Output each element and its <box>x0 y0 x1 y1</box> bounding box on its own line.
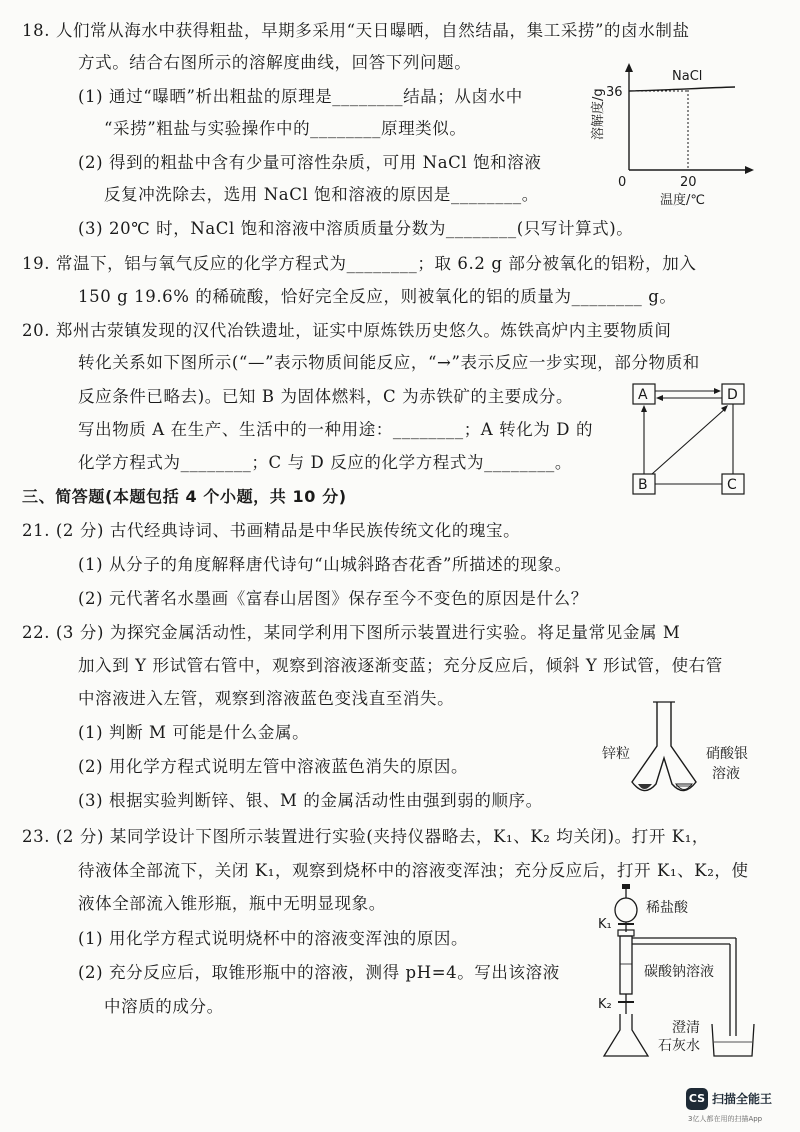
q18-part-1: (1) 通过“曝晒”析出粗盐的原理是________结晶；从卤水中 <box>78 87 523 106</box>
q18-part-2: (2) 得到的粗盐中含有少量可溶性杂质，可用 NaCl 饱和溶液 <box>78 153 542 172</box>
q21-part-1: (1) 从分子的角度解释唐代诗句“山城斜路杏花香”所描述的现象。 <box>78 555 572 574</box>
silver-nitrate-label-1: 硝酸银 <box>706 746 748 762</box>
k1-label: K₁ <box>598 917 612 932</box>
carbonate-tube <box>620 936 632 994</box>
carbonate-label: 碳酸钠溶液 <box>644 964 714 980</box>
q18-part-1-cont: “采捞”粗盐与实验操作中的________原理类似。 <box>104 119 467 138</box>
conical-flask <box>604 1014 648 1056</box>
q22-part-3: (3) 根据实验判断锌、银、M 的金属活动性由强到弱的顺序。 <box>78 791 543 810</box>
q23-line-3: 液体全部流入锥形瓶，瓶中无明显现象。 <box>78 894 386 913</box>
y-axis-arrow <box>625 63 633 72</box>
q22-line-1: 22. (3 分) 为探究金属活动性，某同学利用下图所示装置进行实验。将足量常见金属 M <box>22 623 681 642</box>
hcl-label: 稀盐酸 <box>646 900 688 916</box>
node-b: B <box>638 477 648 493</box>
y-tube-figure <box>600 698 772 802</box>
q18-line-2: 方式。结合右图所示的溶解度曲线，回答下列问题。 <box>78 53 472 72</box>
camscanner-watermark <box>686 1084 786 1126</box>
y-axis-label: 溶解度/g <box>591 88 606 140</box>
q19-line-1: 19. 常温下，铝与氧气反应的化学方程式为________；取 6.2 g 部分被氧化的铝粉，加入 <box>22 254 697 273</box>
x-tick-label: 20 <box>680 175 697 190</box>
q20-line-1: 20. 郑州古荥镇发现的汉代冶铁遗址，证实中原炼铁历史悠久。炼铁高炉内主要物质间 <box>22 321 672 340</box>
node-c: C <box>727 477 737 493</box>
zinc-granules <box>638 784 652 789</box>
q21-line-1: 21. (2 分) 古代经典诗词、书画精品是中华民族传统文化的瑰宝。 <box>22 521 521 540</box>
q22-part-1: (1) 判断 M 可能是什么金属。 <box>78 723 310 742</box>
x-axis-label: 温度/℃ <box>660 193 705 208</box>
limewater-label-2: 石灰水 <box>658 1038 700 1054</box>
apparatus-figure <box>596 884 762 1062</box>
q18-part-3: (3) 20℃ 时，NaCl 饱和溶液中溶质质量分数为________(只写计算式)。 <box>78 219 634 238</box>
y-tick-label: 36 <box>606 85 623 100</box>
beaker <box>712 1024 754 1056</box>
q20-line-4: 写出物质 A 在生产、生活中的一种用途：________；A 转化为 D 的 <box>78 420 594 439</box>
x-axis-arrow <box>745 166 754 174</box>
zinc-label: 锌粒 <box>602 746 630 762</box>
q22-line-3: 中溶液进入左管，观察到溶液蓝色变浅直至消失。 <box>78 689 455 708</box>
q22-line-2: 加入到 Y 形试管右管中，观察到溶液逐渐变蓝；充分反应后，倾斜 Y 形试管，使右管 <box>78 656 723 675</box>
substance-relation-figure <box>628 380 752 498</box>
silver-nitrate-label-2: 溶液 <box>712 766 740 782</box>
q23-part-2: (2) 充分反应后，取锥形瓶中的溶液，测得 pH=4。写出该溶液 <box>78 963 560 982</box>
dropping-funnel <box>615 898 637 922</box>
q20-line-2: 转化关系如下图所示(“—”表示物质间能反应，“→”表示反应一步实现，部分物质和 <box>78 353 700 372</box>
section-3-heading: 三、简答题(本题包括 4 个小题，共 10 分) <box>22 487 347 506</box>
q21-part-2: (2) 元代著名水墨画《富春山居图》保存至今不变色的原因是什么？ <box>78 589 588 608</box>
q23-line-1: 23. (2 分) 某同学设计下图所示装置进行实验(夹持仪器略去，K₁、K₂ 均关闭)。打开 K₁， <box>22 827 710 846</box>
q22-part-2: (2) 用化学方程式说明左管中溶液蓝色消失的原因。 <box>78 757 469 776</box>
curve-label: NaCl <box>672 69 703 84</box>
q23-part-2-cont: 中溶质的成分。 <box>104 997 224 1016</box>
arrow-b-to-d <box>652 408 726 474</box>
q23-part-1: (1) 用化学方程式说明烧杯中的溶液变浑浊的原因。 <box>78 929 469 948</box>
q20-line-5: 化学方程式为________；C 与 D 反应的化学方程式为________。 <box>78 453 572 472</box>
origin-label: 0 <box>618 175 627 190</box>
q18-part-2-cont: 反复冲洗除去，选用 NaCl 饱和溶液的原因是________。 <box>104 185 539 204</box>
k2-label: K₂ <box>598 997 612 1012</box>
node-d: D <box>727 387 738 403</box>
camscanner-slogan: 3亿人都在用的扫描App <box>688 1115 763 1123</box>
node-a: A <box>638 387 648 403</box>
limewater-label-1: 澄清 <box>672 1020 700 1036</box>
nacl-solubility-curve <box>629 87 735 91</box>
q18-line-1: 18. 人们常从海水中获得粗盐，早期多采用“天日曝晒，自然结晶，集工采捞”的卤水制盐 <box>22 21 690 40</box>
q23-line-2: 待液体全部流下，关闭 K₁，观察到烧杯中的溶液变浑浊；充分反应后，打开 K₁、K₂，使 <box>78 861 749 880</box>
y-tube-outline <box>632 702 696 791</box>
camscanner-name: 扫描全能王 <box>712 1092 773 1106</box>
q20-line-3: 反应条件已略去)。已知 B 为固体燃料，C 为赤铁矿的主要成分。 <box>78 387 574 406</box>
solubility-curve-figure <box>580 62 760 212</box>
camscanner-logo-icon: CS <box>686 1088 708 1110</box>
q19-line-2: 150 g 19.6% 的稀硫酸，恰好完全反应，则被氧化的铝的质量为________ g。 <box>78 287 677 306</box>
